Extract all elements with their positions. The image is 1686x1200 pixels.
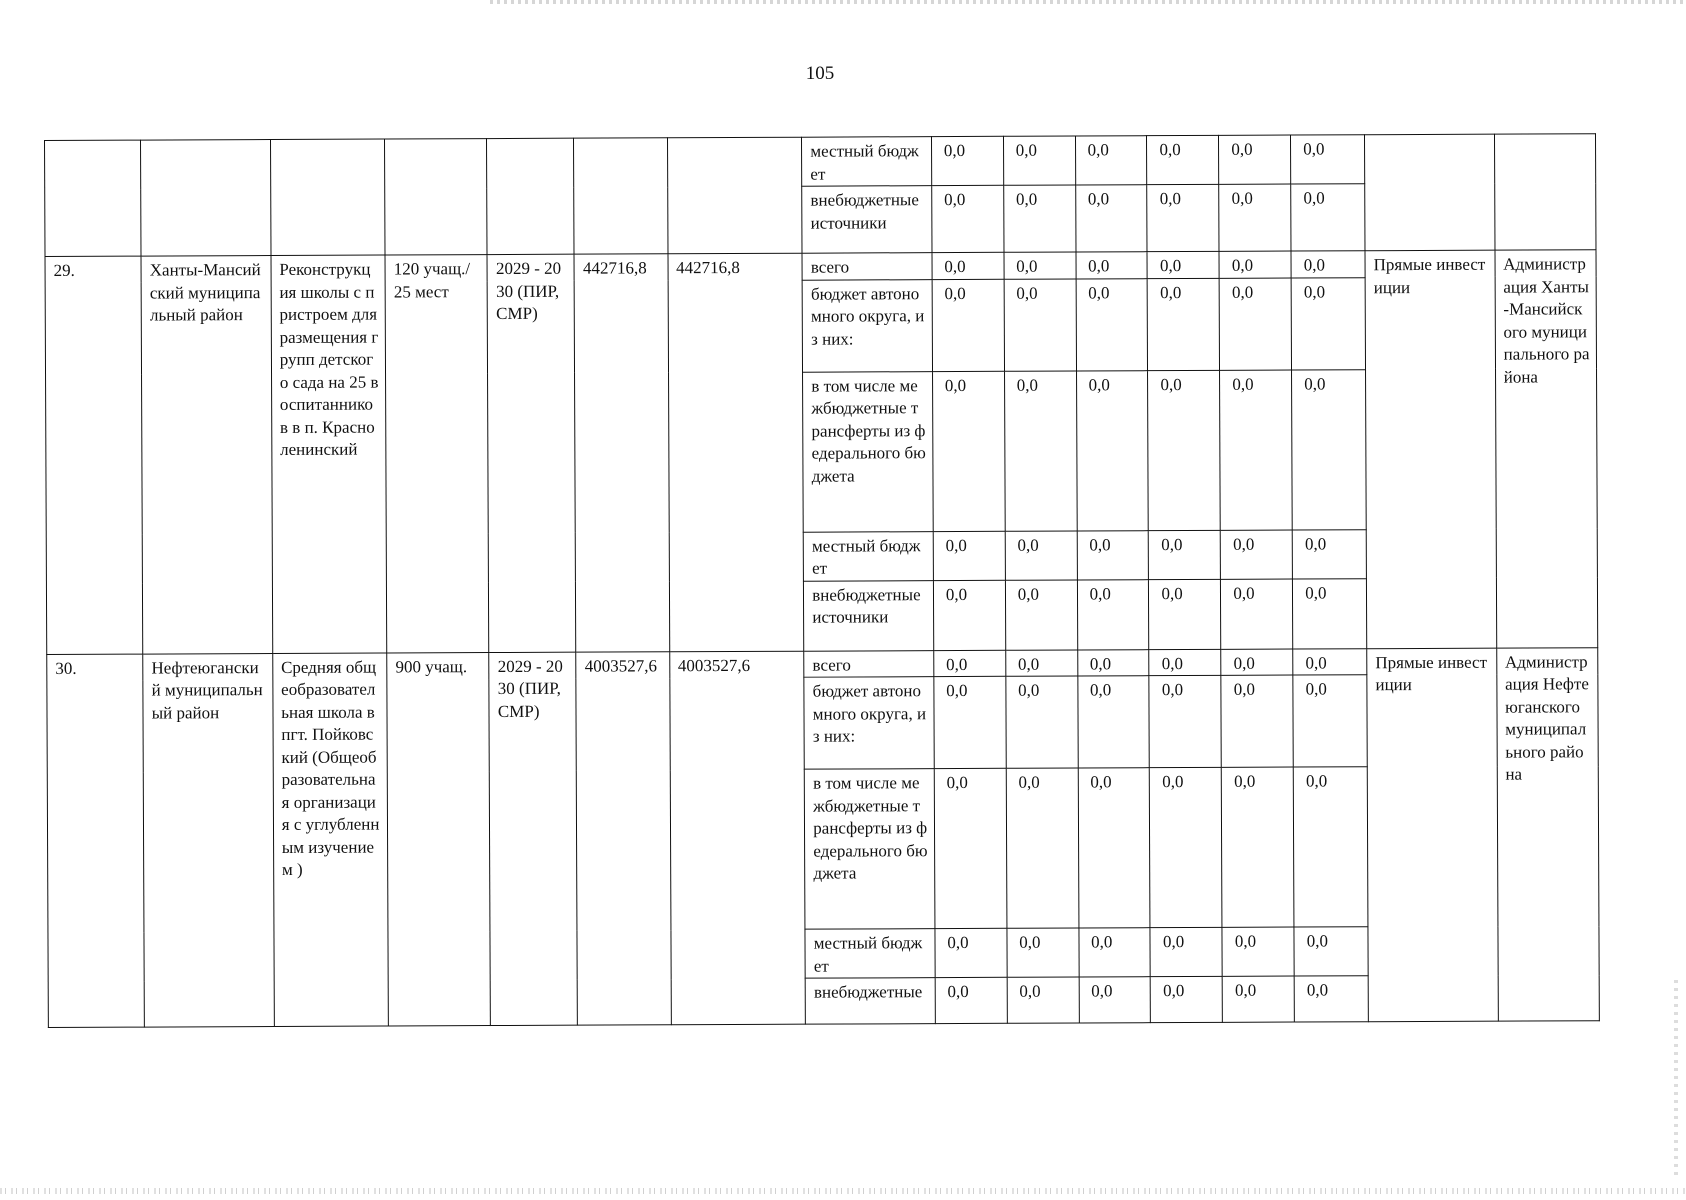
funding-source-cell: местный бюджет (805, 929, 935, 979)
funding-source-cell: в том числе межбюджетные трансферты из федерального бюджета (803, 371, 933, 532)
value-cell: 0,0 (931, 136, 1003, 185)
value-cell: 0,0 (1221, 579, 1293, 649)
funding-source-cell: внебюджетные источники (802, 186, 932, 254)
number-cell: 29. (45, 256, 143, 654)
scan-artifact-bottom (0, 1188, 1686, 1194)
value-cell: 0,0 (1291, 184, 1365, 251)
value-cell: 0,0 (1292, 369, 1367, 529)
value-cell: 0,0 (933, 580, 1005, 650)
value-cell: 0,0 (1004, 278, 1076, 370)
number-cell (45, 140, 142, 256)
value-cell: 0,0 (1294, 976, 1368, 1022)
value-cell: 0,0 (1219, 251, 1291, 278)
investment-type-cell: Прямые инвестиции (1367, 648, 1498, 1022)
value-cell: 0,0 (1005, 579, 1077, 649)
scan-artifact-right (1674, 980, 1678, 1180)
value-cell: 0,0 (1077, 530, 1149, 579)
value-cell: 0,0 (1003, 185, 1075, 252)
funding-source-cell: бюджет автономного округа, из них: (802, 279, 932, 372)
value-cell: 0,0 (1219, 278, 1291, 370)
value-cell: 0,0 (935, 928, 1007, 977)
customer-cell: Администрация Ханты-Мансийского муниципального района (1495, 250, 1598, 648)
funding-source-cell: всего (802, 253, 932, 280)
value-cell: 0,0 (1149, 530, 1221, 579)
value-cell: 0,0 (1220, 370, 1293, 530)
value-cell: 0,0 (934, 650, 1006, 677)
value-cell: 0,0 (1004, 370, 1077, 530)
funding-source-cell: в том числе межбюджетные трансферты из федерального бюджета (804, 769, 934, 930)
value-cell: 0,0 (1149, 579, 1221, 649)
value-cell: 0,0 (1219, 184, 1291, 251)
value-cell: 0,0 (1222, 976, 1294, 1022)
object-name-cell: Реконструкция школы с пристроем для размещения групп детского сада на 25 воспитанников в п. Красноленинский (271, 255, 387, 653)
value-cell: 0,0 (934, 768, 1007, 928)
value-cell: 0,0 (1076, 370, 1149, 530)
municipality-cell: Нефтеюганский муниципальный район (143, 653, 274, 1027)
value-cell: 0,0 (934, 676, 1006, 768)
value-cell: 0,0 (1222, 767, 1295, 927)
investment-table (44, 133, 1600, 1028)
value-cell: 0,0 (1079, 928, 1151, 977)
value-cell: 0,0 (932, 252, 1004, 279)
value-cell: 0,0 (1078, 768, 1151, 928)
capacity-cell: 120 учащ./ 25 мест (385, 255, 489, 653)
value-cell: 0,0 (1291, 135, 1365, 184)
value-cell: 0,0 (1007, 977, 1079, 1023)
value-cell: 0,0 (1294, 927, 1368, 976)
value-cell: 0,0 (935, 977, 1007, 1023)
value-cell: 0,0 (1150, 927, 1222, 976)
estimated-cost-cell (574, 138, 668, 254)
municipality-cell (141, 140, 271, 257)
value-cell: 0,0 (932, 279, 1004, 371)
value-cell: 0,0 (1148, 370, 1221, 530)
total-cost-cell: 4003527,6 (669, 651, 805, 1025)
municipality-cell: Ханты-Мансийский муниципальный район (141, 256, 272, 654)
value-cell: 0,0 (1293, 767, 1368, 927)
period-cell (487, 138, 575, 254)
customer-cell (1494, 134, 1596, 250)
value-cell: 0,0 (1221, 675, 1293, 767)
page-number: 105 (805, 63, 835, 84)
value-cell: 0,0 (1222, 927, 1294, 976)
value-cell: 0,0 (1076, 252, 1148, 279)
object-name-cell: Средняя общеобразовательная школа в пгт. Пойковский (Общеобразовательная организация с углубленным изучением ) (272, 653, 388, 1027)
value-cell: 0,0 (1076, 278, 1148, 370)
funding-source-cell: местный бюджет (803, 531, 933, 581)
value-cell: 0,0 (1077, 676, 1149, 768)
funding-source-cell: внебюджетные (805, 978, 935, 1025)
value-cell: 0,0 (1077, 579, 1149, 649)
customer-cell: Администрация Нефтеюганского муниципального района (1496, 647, 1599, 1021)
value-cell: 0,0 (1151, 976, 1223, 1022)
total-cost-cell: 442716,8 (668, 253, 804, 651)
number-cell: 30. (47, 654, 145, 1028)
value-cell: 0,0 (1147, 184, 1219, 251)
value-cell: 0,0 (1004, 252, 1076, 279)
value-cell: 0,0 (1149, 675, 1221, 767)
value-cell: 0,0 (1075, 185, 1147, 252)
value-cell: 0,0 (1293, 675, 1367, 767)
funding-source-cell: всего (804, 650, 934, 677)
value-cell: 0,0 (932, 185, 1004, 252)
total-cost-cell (667, 137, 802, 254)
value-cell: 0,0 (1075, 136, 1147, 185)
value-cell: 0,0 (1292, 529, 1366, 578)
period-cell: 2029 - 2030 (ПИР, СМР) (489, 652, 578, 1026)
funding-source-cell: местный бюджет (802, 137, 932, 187)
value-cell: 0,0 (1005, 649, 1077, 676)
value-cell: 0,0 (932, 371, 1005, 531)
value-cell: 0,0 (1291, 251, 1365, 278)
table-row (45, 134, 1596, 190)
value-cell: 0,0 (1079, 977, 1151, 1023)
period-cell: 2029 - 2030 (ПИР, СМР) (487, 254, 576, 652)
value-cell: 0,0 (1006, 676, 1078, 768)
value-cell: 0,0 (1149, 649, 1221, 676)
investment-type-cell (1365, 134, 1495, 251)
value-cell: 0,0 (1147, 135, 1219, 184)
estimated-cost-cell: 442716,8 (574, 254, 669, 652)
value-cell: 0,0 (1148, 278, 1220, 370)
investment-type-cell: Прямые инвестиции (1365, 250, 1496, 648)
value-cell: 0,0 (1005, 530, 1077, 579)
value-cell: 0,0 (1219, 135, 1291, 184)
capacity-cell (385, 139, 488, 255)
value-cell: 0,0 (933, 531, 1005, 580)
capacity-cell: 900 учащ. (387, 652, 491, 1026)
value-cell: 0,0 (1007, 928, 1079, 977)
value-cell: 0,0 (1293, 648, 1367, 675)
funding-source-cell: внебюджетные источники (804, 580, 934, 651)
value-cell: 0,0 (1221, 530, 1293, 579)
value-cell: 0,0 (1150, 767, 1223, 927)
value-cell: 0,0 (1147, 251, 1219, 278)
scan-artifact-top (490, 0, 1686, 4)
value-cell: 0,0 (1077, 649, 1149, 676)
object-name-cell (270, 139, 385, 255)
value-cell: 0,0 (1221, 649, 1293, 676)
funding-source-cell: бюджет автономного округа, из них: (804, 677, 934, 770)
value-cell: 0,0 (1291, 277, 1365, 369)
value-cell: 0,0 (1006, 768, 1079, 928)
value-cell: 0,0 (1293, 578, 1367, 648)
value-cell: 0,0 (1003, 136, 1075, 185)
estimated-cost-cell: 4003527,6 (576, 651, 671, 1025)
